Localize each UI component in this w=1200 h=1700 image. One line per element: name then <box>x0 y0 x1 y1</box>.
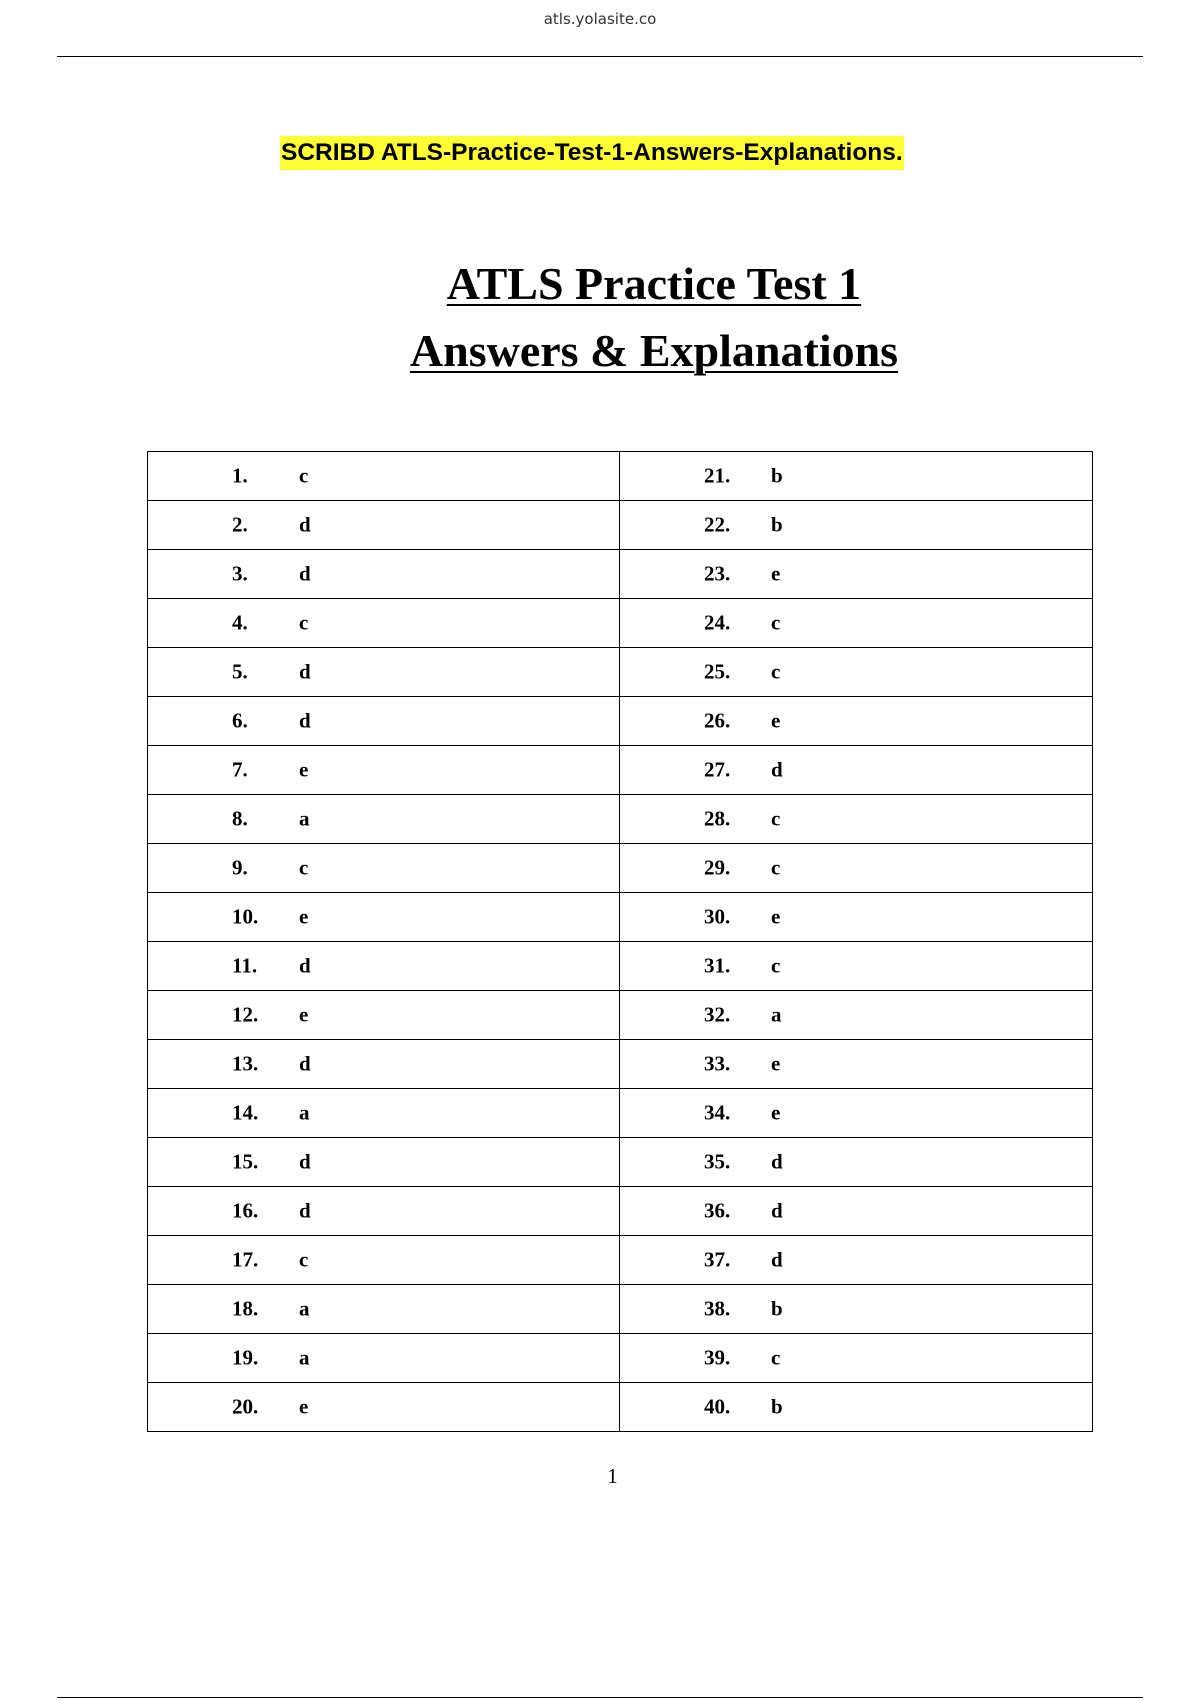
answer-letter: e <box>299 1394 309 1419</box>
table-row <box>148 1138 1093 1187</box>
table-row <box>148 697 1093 746</box>
table-row <box>148 1187 1093 1236</box>
answer-letter: a <box>299 1345 310 1370</box>
answer-cell <box>148 942 620 991</box>
question-number: 27. <box>704 757 731 782</box>
question-number: 21. <box>704 463 731 488</box>
answer-cell <box>620 501 1093 550</box>
question-number: 40. <box>704 1394 731 1419</box>
question-number: 28. <box>704 806 731 831</box>
answer-letter: d <box>299 1198 311 1223</box>
answer-letter: d <box>299 1051 311 1076</box>
question-number: 25. <box>704 659 731 684</box>
question-number: 12. <box>232 1002 259 1027</box>
question-number: 13. <box>232 1051 259 1076</box>
answer-cell <box>148 1187 620 1236</box>
table-row <box>148 844 1093 893</box>
answer-cell <box>148 844 620 893</box>
table-row <box>148 746 1093 795</box>
answer-cell <box>620 795 1093 844</box>
question-number: 10. <box>232 904 259 929</box>
answer-letter: e <box>771 904 781 929</box>
table-row <box>148 1040 1093 1089</box>
footer-divider <box>57 1697 1143 1698</box>
answer-letter: b <box>771 1394 783 1419</box>
answer-letter: d <box>299 512 311 537</box>
answer-letter: c <box>771 806 781 831</box>
question-number: 7. <box>232 757 248 782</box>
question-number: 30. <box>704 904 731 929</box>
question-number: 26. <box>704 708 731 733</box>
question-number: 15. <box>232 1149 259 1174</box>
answer-letter: d <box>771 1198 783 1223</box>
answer-letter: a <box>771 1002 782 1027</box>
answer-letter: c <box>771 953 781 978</box>
question-number: 34. <box>704 1100 731 1125</box>
table-row <box>148 452 1093 501</box>
table-row <box>148 1334 1093 1383</box>
question-number: 35. <box>704 1149 731 1174</box>
answer-letter: a <box>299 806 310 831</box>
answer-cell <box>620 1138 1093 1187</box>
answer-cell <box>620 1089 1093 1138</box>
answer-letter: d <box>771 1149 783 1174</box>
answer-cell <box>148 1383 620 1432</box>
answer-letter: c <box>771 1345 781 1370</box>
answer-letter: a <box>299 1100 310 1125</box>
question-number: 19. <box>232 1345 259 1370</box>
question-number: 6. <box>232 708 248 733</box>
answer-cell <box>620 648 1093 697</box>
header-divider <box>57 56 1143 57</box>
answer-cell <box>620 697 1093 746</box>
question-number: 17. <box>232 1247 259 1272</box>
answer-cell <box>620 1040 1093 1089</box>
table-row <box>148 942 1093 991</box>
answer-letter: d <box>771 1247 783 1272</box>
answer-letter: c <box>299 463 309 488</box>
answer-cell <box>620 893 1093 942</box>
answer-cell <box>620 844 1093 893</box>
answer-cell <box>148 991 620 1040</box>
answer-cell <box>148 599 620 648</box>
question-number: 39. <box>704 1345 731 1370</box>
answer-letter: e <box>771 708 781 733</box>
site-header-url: atls.yolasite.co <box>543 10 657 28</box>
question-number: 11. <box>232 953 258 978</box>
answer-cell <box>148 697 620 746</box>
answer-cell <box>148 648 620 697</box>
page-title <box>0 250 1200 384</box>
answer-cell <box>148 1138 620 1187</box>
answer-letter: c <box>299 1247 309 1272</box>
question-number: 1. <box>232 463 248 488</box>
table-row <box>148 795 1093 844</box>
table-row <box>148 1236 1093 1285</box>
answer-letter: b <box>771 512 783 537</box>
table-row <box>148 648 1093 697</box>
page-title-line-2: Answers & Explanations <box>409 325 899 376</box>
answer-letter: d <box>771 757 783 782</box>
answer-cell <box>620 452 1093 501</box>
answer-letter: c <box>771 659 781 684</box>
question-number: 32. <box>704 1002 731 1027</box>
answer-cell <box>620 599 1093 648</box>
question-number: 18. <box>232 1296 259 1321</box>
answer-cell <box>620 1285 1093 1334</box>
answer-cell <box>148 795 620 844</box>
answer-letter: e <box>771 561 781 586</box>
answer-cell <box>620 1236 1093 1285</box>
question-number: 9. <box>232 855 248 880</box>
answer-letter: d <box>299 561 311 586</box>
answer-letter: b <box>771 463 783 488</box>
answer-letter: c <box>771 855 781 880</box>
question-number: 23. <box>704 561 731 586</box>
answer-letter: c <box>299 610 309 635</box>
answer-letter: e <box>771 1051 781 1076</box>
table-row <box>148 1383 1093 1432</box>
answer-cell <box>148 746 620 795</box>
answer-cell <box>620 1383 1093 1432</box>
answer-letter: c <box>771 610 781 635</box>
answer-cell <box>620 991 1093 1040</box>
question-number: 14. <box>232 1100 259 1125</box>
table-row <box>148 550 1093 599</box>
answer-cell <box>148 1334 620 1383</box>
answer-letter: e <box>771 1100 781 1125</box>
answer-cell <box>620 1334 1093 1383</box>
question-number: 2. <box>232 512 248 537</box>
table-row <box>148 991 1093 1040</box>
table-row <box>148 501 1093 550</box>
question-number: 5. <box>232 659 248 684</box>
question-number: 37. <box>704 1247 731 1272</box>
question-number: 3. <box>232 561 248 586</box>
answer-letter: b <box>771 1296 783 1321</box>
question-number: 8. <box>232 806 248 831</box>
answer-key-table <box>147 451 1093 1432</box>
table-row <box>148 1285 1093 1334</box>
answer-letter: e <box>299 904 309 929</box>
answer-cell <box>620 550 1093 599</box>
answer-cell <box>620 746 1093 795</box>
question-number: 36. <box>704 1198 731 1223</box>
answer-cell <box>148 1040 620 1089</box>
answer-cell <box>148 550 620 599</box>
answer-letter: d <box>299 1149 311 1174</box>
table-row <box>148 1089 1093 1138</box>
answer-letter: a <box>299 1296 310 1321</box>
table-row <box>148 893 1093 942</box>
question-number: 4. <box>232 610 248 635</box>
question-number: 24. <box>704 610 731 635</box>
answer-cell <box>148 1089 620 1138</box>
page-number: 1 <box>607 1464 618 1488</box>
question-number: 20. <box>232 1394 259 1419</box>
answer-cell <box>620 1187 1093 1236</box>
answer-letter: d <box>299 659 311 684</box>
answer-letter: c <box>299 855 309 880</box>
answer-letter: e <box>299 757 309 782</box>
answer-cell <box>148 452 620 501</box>
answer-letter: e <box>299 1002 309 1027</box>
question-number: 29. <box>704 855 731 880</box>
question-number: 31. <box>704 953 731 978</box>
question-number: 16. <box>232 1198 259 1223</box>
answer-cell <box>620 942 1093 991</box>
table-row <box>148 599 1093 648</box>
question-number: 38. <box>704 1296 731 1321</box>
answer-cell <box>148 501 620 550</box>
answer-cell <box>148 1285 620 1334</box>
page-title-line-1: ATLS Practice Test 1 <box>446 258 862 309</box>
answer-letter: d <box>299 953 311 978</box>
highlighted-document-title: SCRIBD ATLS-Practice-Test-1-Answers-Explanations. <box>280 136 904 170</box>
question-number: 22. <box>704 512 731 537</box>
answer-letter: d <box>299 708 311 733</box>
answer-cell <box>148 1236 620 1285</box>
question-number: 33. <box>704 1051 731 1076</box>
answer-cell <box>148 893 620 942</box>
